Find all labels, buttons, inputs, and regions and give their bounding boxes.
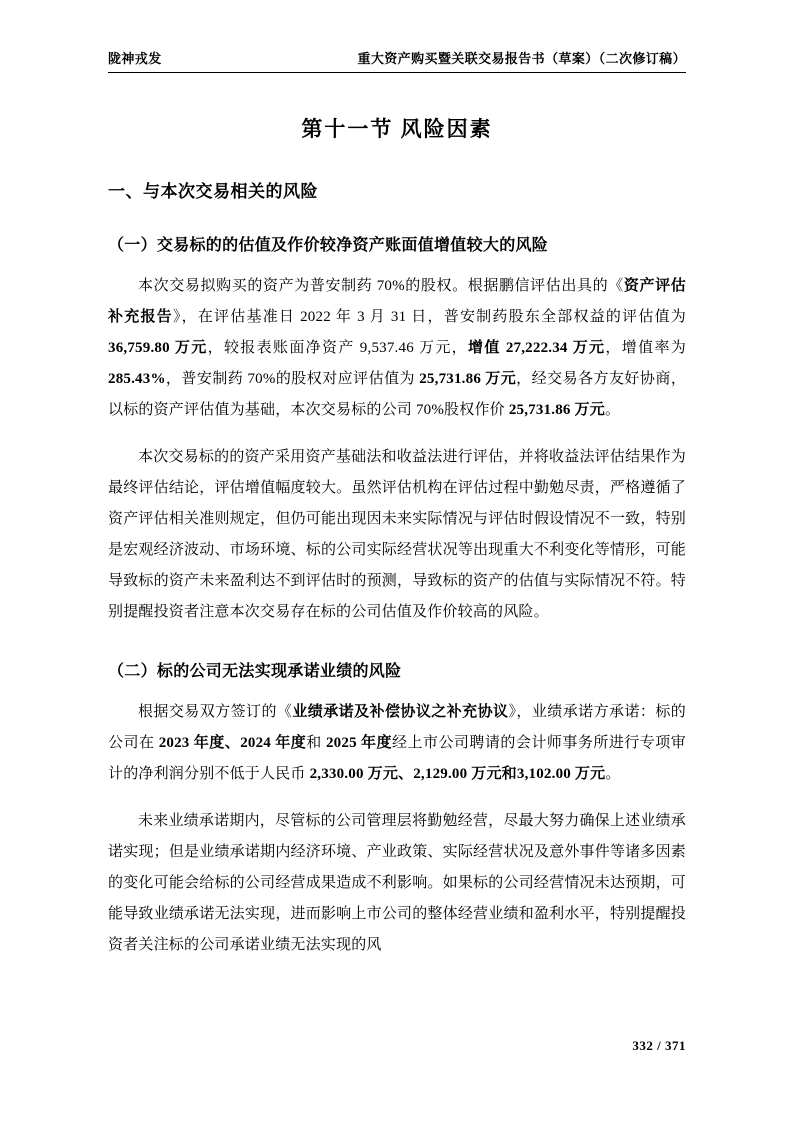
text-fragment: 和 — [306, 735, 326, 751]
heading-risk-valuation: （一）交易标的的估值及作价较净资产账面值增值较大的风险 — [108, 237, 549, 254]
header-divider — [108, 72, 686, 73]
text-fragment: ，经交易各方友好协商，以标的资产评估值为基础，本次交易标的公司 70%股权作价 — [108, 371, 687, 418]
text-fragment: ，普安制药 70%的股权对应评估值为 — [165, 371, 420, 387]
text-fragment: 经上市公司聘请的会计师事务所进行专项审计的净利润分别不低于人民币 — [108, 735, 686, 782]
text-emphasis: 增值 27,222.34 万元 — [468, 340, 606, 356]
text-emphasis: 2,330.00 万元、2,129.00 万元和3,102.00 万元 — [309, 766, 606, 782]
paragraph-performance-commitment-detail — [108, 697, 686, 790]
paragraph-valuation-risk: 本次交易标的的资产采用资产基础法和收益法进行评估，并将收益法评估结果作为最终评估结论，评估增值幅度较大。虽然评估机构在评估过程中勤勉尽责，严格遵循了资产评估相关准则规定，但仍可能出现因未来实际情况与评估时假设情况不一致，特别是宏观经济波动、市场环境、标的公司实际经营状况等出现重大不利变化等情形，可能导致标的资产未来盈利达不到评估时的预测，导致标的资产的估值与实际情况不符。特别提醒投资者注意本次交易存在标的公司估值及作价较高的风险。 — [108, 449, 686, 620]
text-fragment: 本次交易拟购买的资产为普安制药 70%的股权。根据鹏信评估出具的《 — [138, 278, 624, 294]
page-header — [108, 48, 686, 72]
text-emphasis: 2025 年度 — [325, 735, 392, 751]
header-company-name: 陇神戎发 — [108, 51, 162, 66]
page-title: 第十一节 风险因素 — [301, 117, 493, 141]
paragraph-valuation-detail — [108, 271, 686, 426]
text-fragment: 。 — [604, 402, 621, 418]
heading-risk-performance-commitment: （二）标的公司无法实现承诺业绩的风险 — [108, 663, 402, 680]
text-emphasis: 业绩承诺及补偿协议之补充协议 — [292, 704, 509, 720]
text-emphasis: 25,731.86 万元 — [508, 402, 605, 418]
text-emphasis: 2023 年度、2024 年度 — [158, 735, 307, 751]
header-document-title: 重大资产购买暨关联交易报告书（草案）（二次修订稿） — [357, 51, 686, 66]
text-emphasis: 285.43% — [108, 371, 166, 387]
text-emphasis: 25,731.86 万元 — [419, 371, 517, 387]
heading-level-1: 一、与本次交易相关的风险 — [108, 182, 318, 201]
text-fragment: 。 — [605, 766, 621, 782]
text-emphasis: 36,759.80 万元 — [108, 340, 208, 356]
text-fragment: ，较报表账面净资产 9,537.46 万元， — [207, 340, 469, 356]
text-fragment: 》，业绩承诺方承诺：标的公司在 — [108, 704, 686, 751]
text-fragment: 》，在评估基准日 2022 年 3 月 31 日，普安制药股东全部权益的评估值为 — [172, 309, 686, 325]
text-fragment: 根据交易双方签订的《 — [138, 704, 293, 720]
text-fragment: ，增值率为 — [605, 340, 686, 356]
text-emphasis: 资产评估补充报告 — [108, 278, 686, 325]
page-content — [108, 48, 686, 961]
page-number: 332 / 371 — [632, 1038, 686, 1053]
paragraph-performance-risk: 未来业绩承诺期内，尽管标的公司管理层将勤勉经营，尽最大努力确保上述业绩承诺实现；但是业绩承诺期内经济环境、产业政策、实际经营状况及意外事件等诸多因素的变化可能会给标的公司经营成果造成不利影响。如果标的公司经营情况未达预期，可能导致业绩承诺无法实现，进而影响上市公司的整体经营业绩和盈利水平，特别提醒投资者关注标的公司承诺业绩无法实现的风 — [108, 813, 686, 953]
